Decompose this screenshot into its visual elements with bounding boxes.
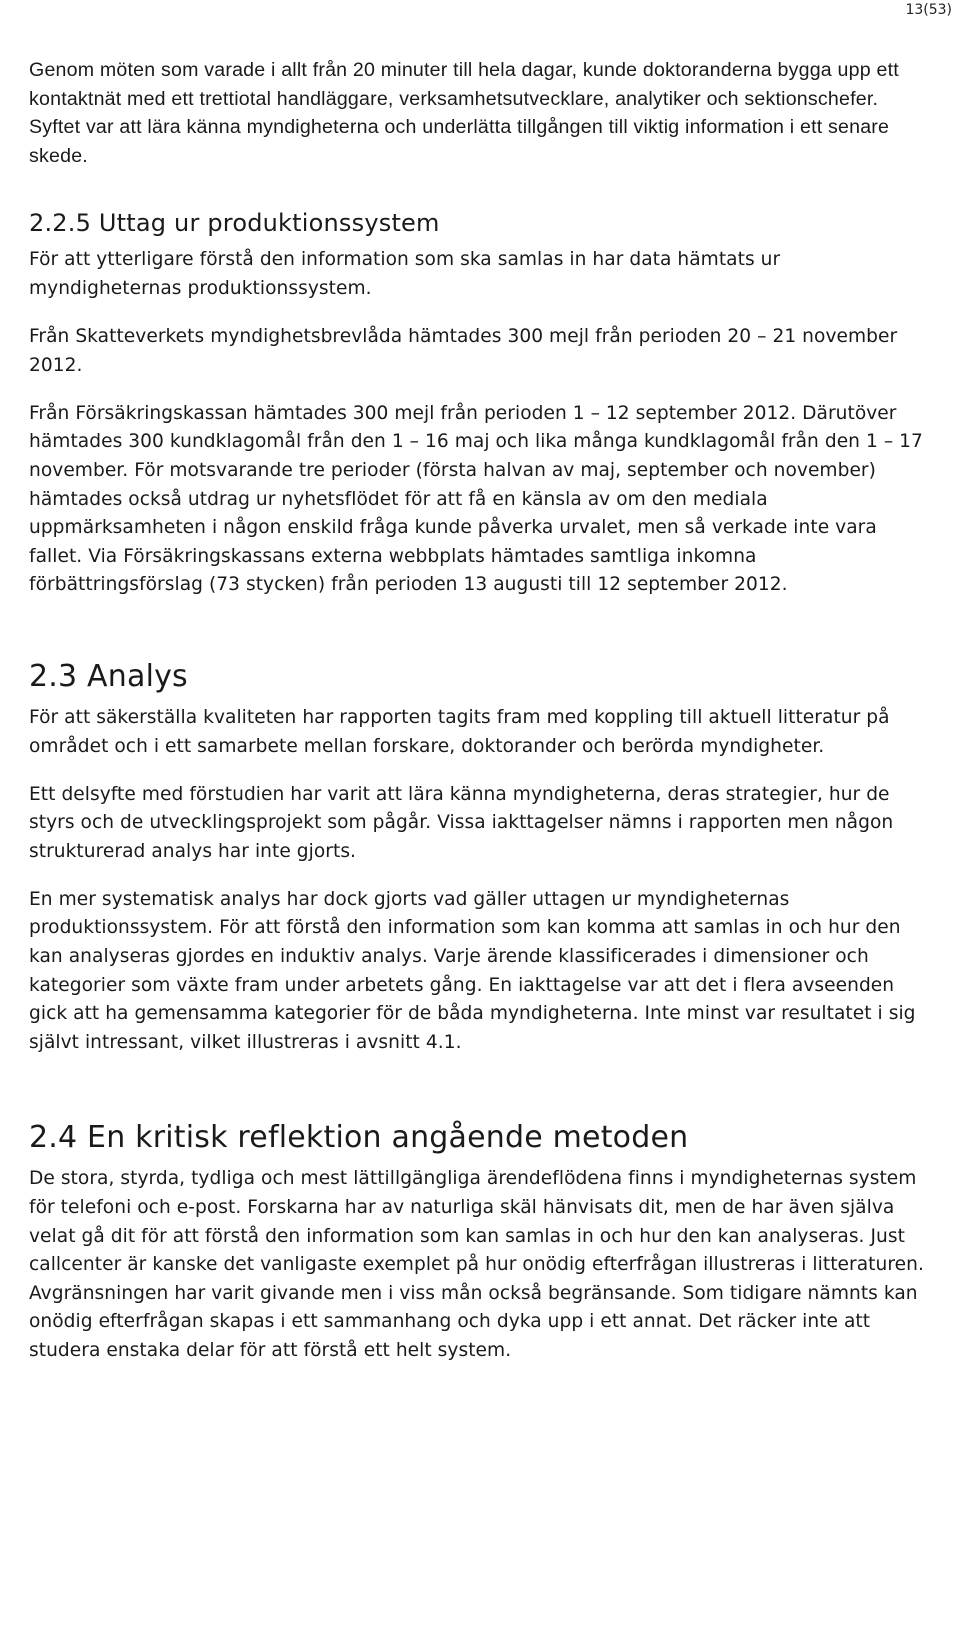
section-heading-2-3: 2.3 Analys (29, 658, 188, 694)
document-body (29, 56, 929, 1366)
paragraph: För att säkerställa kvaliteten har rapporten tagits fram med koppling till aktuell litteratur på området och i ett samarbete mellan forskare, doktorander och berörda myndigheter. (29, 706, 890, 757)
paragraph: De stora, styrda, tydliga och mest lättillgängliga ärendeflödena finns i myndigheternas system för telefoni och e-post. Forskarna har av naturliga skäl hänvisats dit, men de har även själva velat gå dit för att förstå den information som kan samlas in och hur den kan analyseras. Just callcenter är kanske det vanligaste exemplet på hur onödig efterfrågan illustreras i litteraturen. Avgränsningen har varit givande men i viss mån också begränsande. Som tidigare nämnts kan onödig efterfrågan skapas i ett sammanhang och dyka upp i ett annat. Det räcker inte att studera enstaka delar för att förstå ett helt system. (29, 1168, 924, 1361)
section-heading-2-2-5: 2.2.5 Uttag ur produktionssystem (29, 209, 440, 238)
intro-paragraph: Genom möten som varade i allt från 20 minuter till hela dagar, kunde doktoranderna bygga upp ett kontaktnät med ett trettiotal handläggare, verksamhetsutvecklare, analytiker och sektionschefer. Syftet var att lära känna myndigheterna och underlätta tillgången till viktig information i ett senare skede. (29, 59, 899, 167)
paragraph: En mer systematisk analys har dock gjorts vad gäller uttagen ur myndigheternas produktionssystem. För att förstå den information som kan komma att samlas in och hur den kan analyseras gjordes en induktiv analys. Varje ärende klassificerades i dimensioner och kategorier som växte fram under arbetets gång. En iakttagelse var att det i flera avseenden gick att ha gemensamma kategorier för de båda myndigheterna. Inte minst var resultatet i sig självt intressant, vilket illustreras i avsnitt 4.1. (29, 888, 916, 1053)
paragraph: Från Skatteverkets myndighetsbrevlåda hämtades 300 mejl från perioden 20 – 21 november 2012. (29, 326, 898, 376)
paragraph: Ett delsyfte med förstudien har varit att lära känna myndigheterna, deras strategier, hur de styrs och de utvecklingsprojekt som pågår. Vissa iakttagelser nämns i rapporten men någon strukturerad analys har inte gjorts. (29, 783, 894, 862)
page-number: 13(53) (905, 2, 952, 18)
paragraph: För att ytterligare förstå den information som ska samlas in har data hämtats ur myndigheternas produktionssystem. (29, 249, 781, 299)
paragraph: Från Försäkringskassan hämtades 300 mejl från perioden 1 – 12 september 2012. Därutöver hämtades 300 kundklagomål från den 1 – 16 maj och lika många kundklagomål från den 1 – 17 november. För motsvarande tre perioder (första halvan av maj, september och november) hämtades också utdrag ur nyhetsflödet för att få en känsla av om den mediala uppmärksamheten i någon enskild fråga kunde påverka urvalet, men så verkade inte vara fallet. Via Försäkringskassans externa webbplats hämtades samtliga inkomna förbättringsförslag (73 stycken) från perioden 13 augusti till 12 september 2012. (29, 402, 923, 596)
section-heading-2-4: 2.4 En kritisk reflektion angående metoden (29, 1120, 689, 1156)
